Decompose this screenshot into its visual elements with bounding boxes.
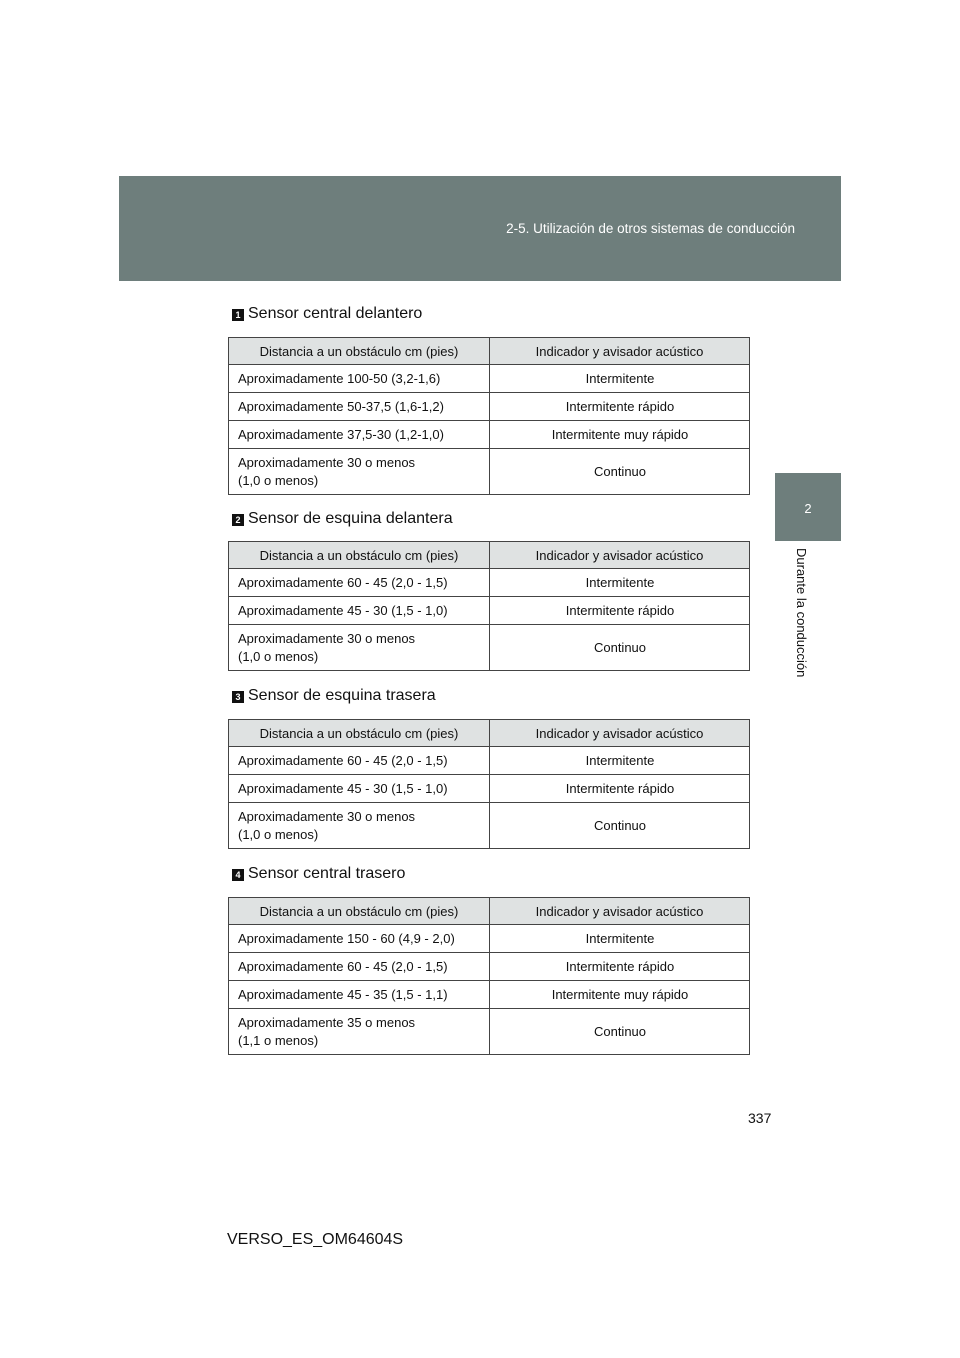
table-row xyxy=(229,747,750,775)
indicator-cell: Continuo xyxy=(490,625,750,671)
table-rear-corner xyxy=(228,719,750,849)
distance-cell xyxy=(229,449,490,495)
table-front-corner xyxy=(228,541,750,671)
indicator-cell: Intermitente rápido xyxy=(490,953,750,981)
indicator-cell: Intermitente rápido xyxy=(490,393,750,421)
section-title: Sensor central trasero xyxy=(248,865,406,882)
document-code: VERSO_ES_OM64604S xyxy=(227,1231,404,1248)
chapter-title: 2-5. Utilización de otros sistemas de conducción xyxy=(506,221,795,236)
section-number-badge: 2 xyxy=(232,514,244,526)
page-number: 337 xyxy=(748,1110,772,1126)
section-heading-rear-corner xyxy=(232,687,436,705)
section-number-badge: 4 xyxy=(232,869,244,881)
indicator-cell: Intermitente xyxy=(490,365,750,393)
column-header-distance: Distancia a un obstáculo cm (pies) xyxy=(229,720,490,747)
table-row xyxy=(229,925,750,953)
column-header-indicator: Indicador y avisador acústico xyxy=(490,898,750,925)
column-header-indicator: Indicador y avisador acústico xyxy=(490,720,750,747)
section-heading-front-center xyxy=(232,305,422,323)
table-header-row xyxy=(229,720,750,747)
indicator-cell: Intermitente xyxy=(490,569,750,597)
distance-cell: Aproximadamente 50-37,5 (1,6-1,2) xyxy=(229,393,490,421)
distance-cell: Aproximadamente 100-50 (3,2-1,6) xyxy=(229,365,490,393)
distance-cell: Aproximadamente 60 - 45 (2,0 - 1,5) xyxy=(229,747,490,775)
table-row xyxy=(229,365,750,393)
distance-cell: Aproximadamente 60 - 45 (2,0 - 1,5) xyxy=(229,569,490,597)
distance-line-1: Aproximadamente 30 o menos xyxy=(238,631,416,646)
distance-cell xyxy=(229,803,490,849)
distance-line-1: Aproximadamente 35 o menos xyxy=(238,1015,416,1030)
indicator-cell: Intermitente rápido xyxy=(490,597,750,625)
section-title: Sensor de esquina trasera xyxy=(248,687,436,704)
table-header-row xyxy=(229,898,750,925)
chapter-number: 2 xyxy=(804,501,812,516)
distance-cell: Aproximadamente 45 - 30 (1,5 - 1,0) xyxy=(229,775,490,803)
chapter-header-band xyxy=(119,176,841,281)
table-row xyxy=(229,597,750,625)
column-header-distance: Distancia a un obstáculo cm (pies) xyxy=(229,898,490,925)
table-row xyxy=(229,569,750,597)
table-header-row xyxy=(229,338,750,365)
distance-cell: Aproximadamente 45 - 30 (1,5 - 1,0) xyxy=(229,597,490,625)
chapter-side-label: Durante la conducción xyxy=(794,548,809,678)
indicator-cell: Intermitente rápido xyxy=(490,775,750,803)
table-front-center xyxy=(228,337,750,495)
section-heading-front-corner xyxy=(232,510,453,528)
distance-line-1: Aproximadamente 30 o menos xyxy=(238,809,416,824)
distance-cell: Aproximadamente 60 - 45 (2,0 - 1,5) xyxy=(229,953,490,981)
distance-line-2: (1,0 o menos) xyxy=(238,473,319,488)
indicator-cell: Continuo xyxy=(490,803,750,849)
indicator-cell: Intermitente xyxy=(490,925,750,953)
table-row xyxy=(229,981,750,1009)
distance-line-2: (1,0 o menos) xyxy=(238,827,319,842)
table-header-row xyxy=(229,542,750,569)
section-number-badge: 1 xyxy=(232,309,244,321)
indicator-cell: Continuo xyxy=(490,1009,750,1055)
section-number-badge: 3 xyxy=(232,691,244,703)
distance-line-1: Aproximadamente 30 o menos xyxy=(238,455,416,470)
table-row xyxy=(229,625,750,671)
distance-line-2: (1,0 o menos) xyxy=(238,649,319,664)
column-header-indicator: Indicador y avisador acústico xyxy=(490,338,750,365)
section-heading-rear-center xyxy=(232,865,405,883)
distance-cell xyxy=(229,1009,490,1055)
column-header-indicator: Indicador y avisador acústico xyxy=(490,542,750,569)
table-row xyxy=(229,393,750,421)
distance-cell: Aproximadamente 150 - 60 (4,9 - 2,0) xyxy=(229,925,490,953)
section-title: Sensor de esquina delantera xyxy=(248,510,453,527)
distance-line-2: (1,1 o menos) xyxy=(238,1033,319,1048)
chapter-tab xyxy=(775,473,841,541)
indicator-cell: Intermitente xyxy=(490,747,750,775)
section-title: Sensor central delantero xyxy=(248,305,423,322)
distance-cell xyxy=(229,625,490,671)
table-row xyxy=(229,1009,750,1055)
indicator-cell: Intermitente muy rápido xyxy=(490,981,750,1009)
table-row xyxy=(229,953,750,981)
table-rear-center xyxy=(228,897,750,1055)
column-header-distance: Distancia a un obstáculo cm (pies) xyxy=(229,338,490,365)
table-row xyxy=(229,421,750,449)
table-row xyxy=(229,775,750,803)
column-header-distance: Distancia a un obstáculo cm (pies) xyxy=(229,542,490,569)
table-row xyxy=(229,449,750,495)
indicator-cell: Intermitente muy rápido xyxy=(490,421,750,449)
table-row xyxy=(229,803,750,849)
distance-cell: Aproximadamente 37,5-30 (1,2-1,0) xyxy=(229,421,490,449)
distance-cell: Aproximadamente 45 - 35 (1,5 - 1,1) xyxy=(229,981,490,1009)
indicator-cell: Continuo xyxy=(490,449,750,495)
